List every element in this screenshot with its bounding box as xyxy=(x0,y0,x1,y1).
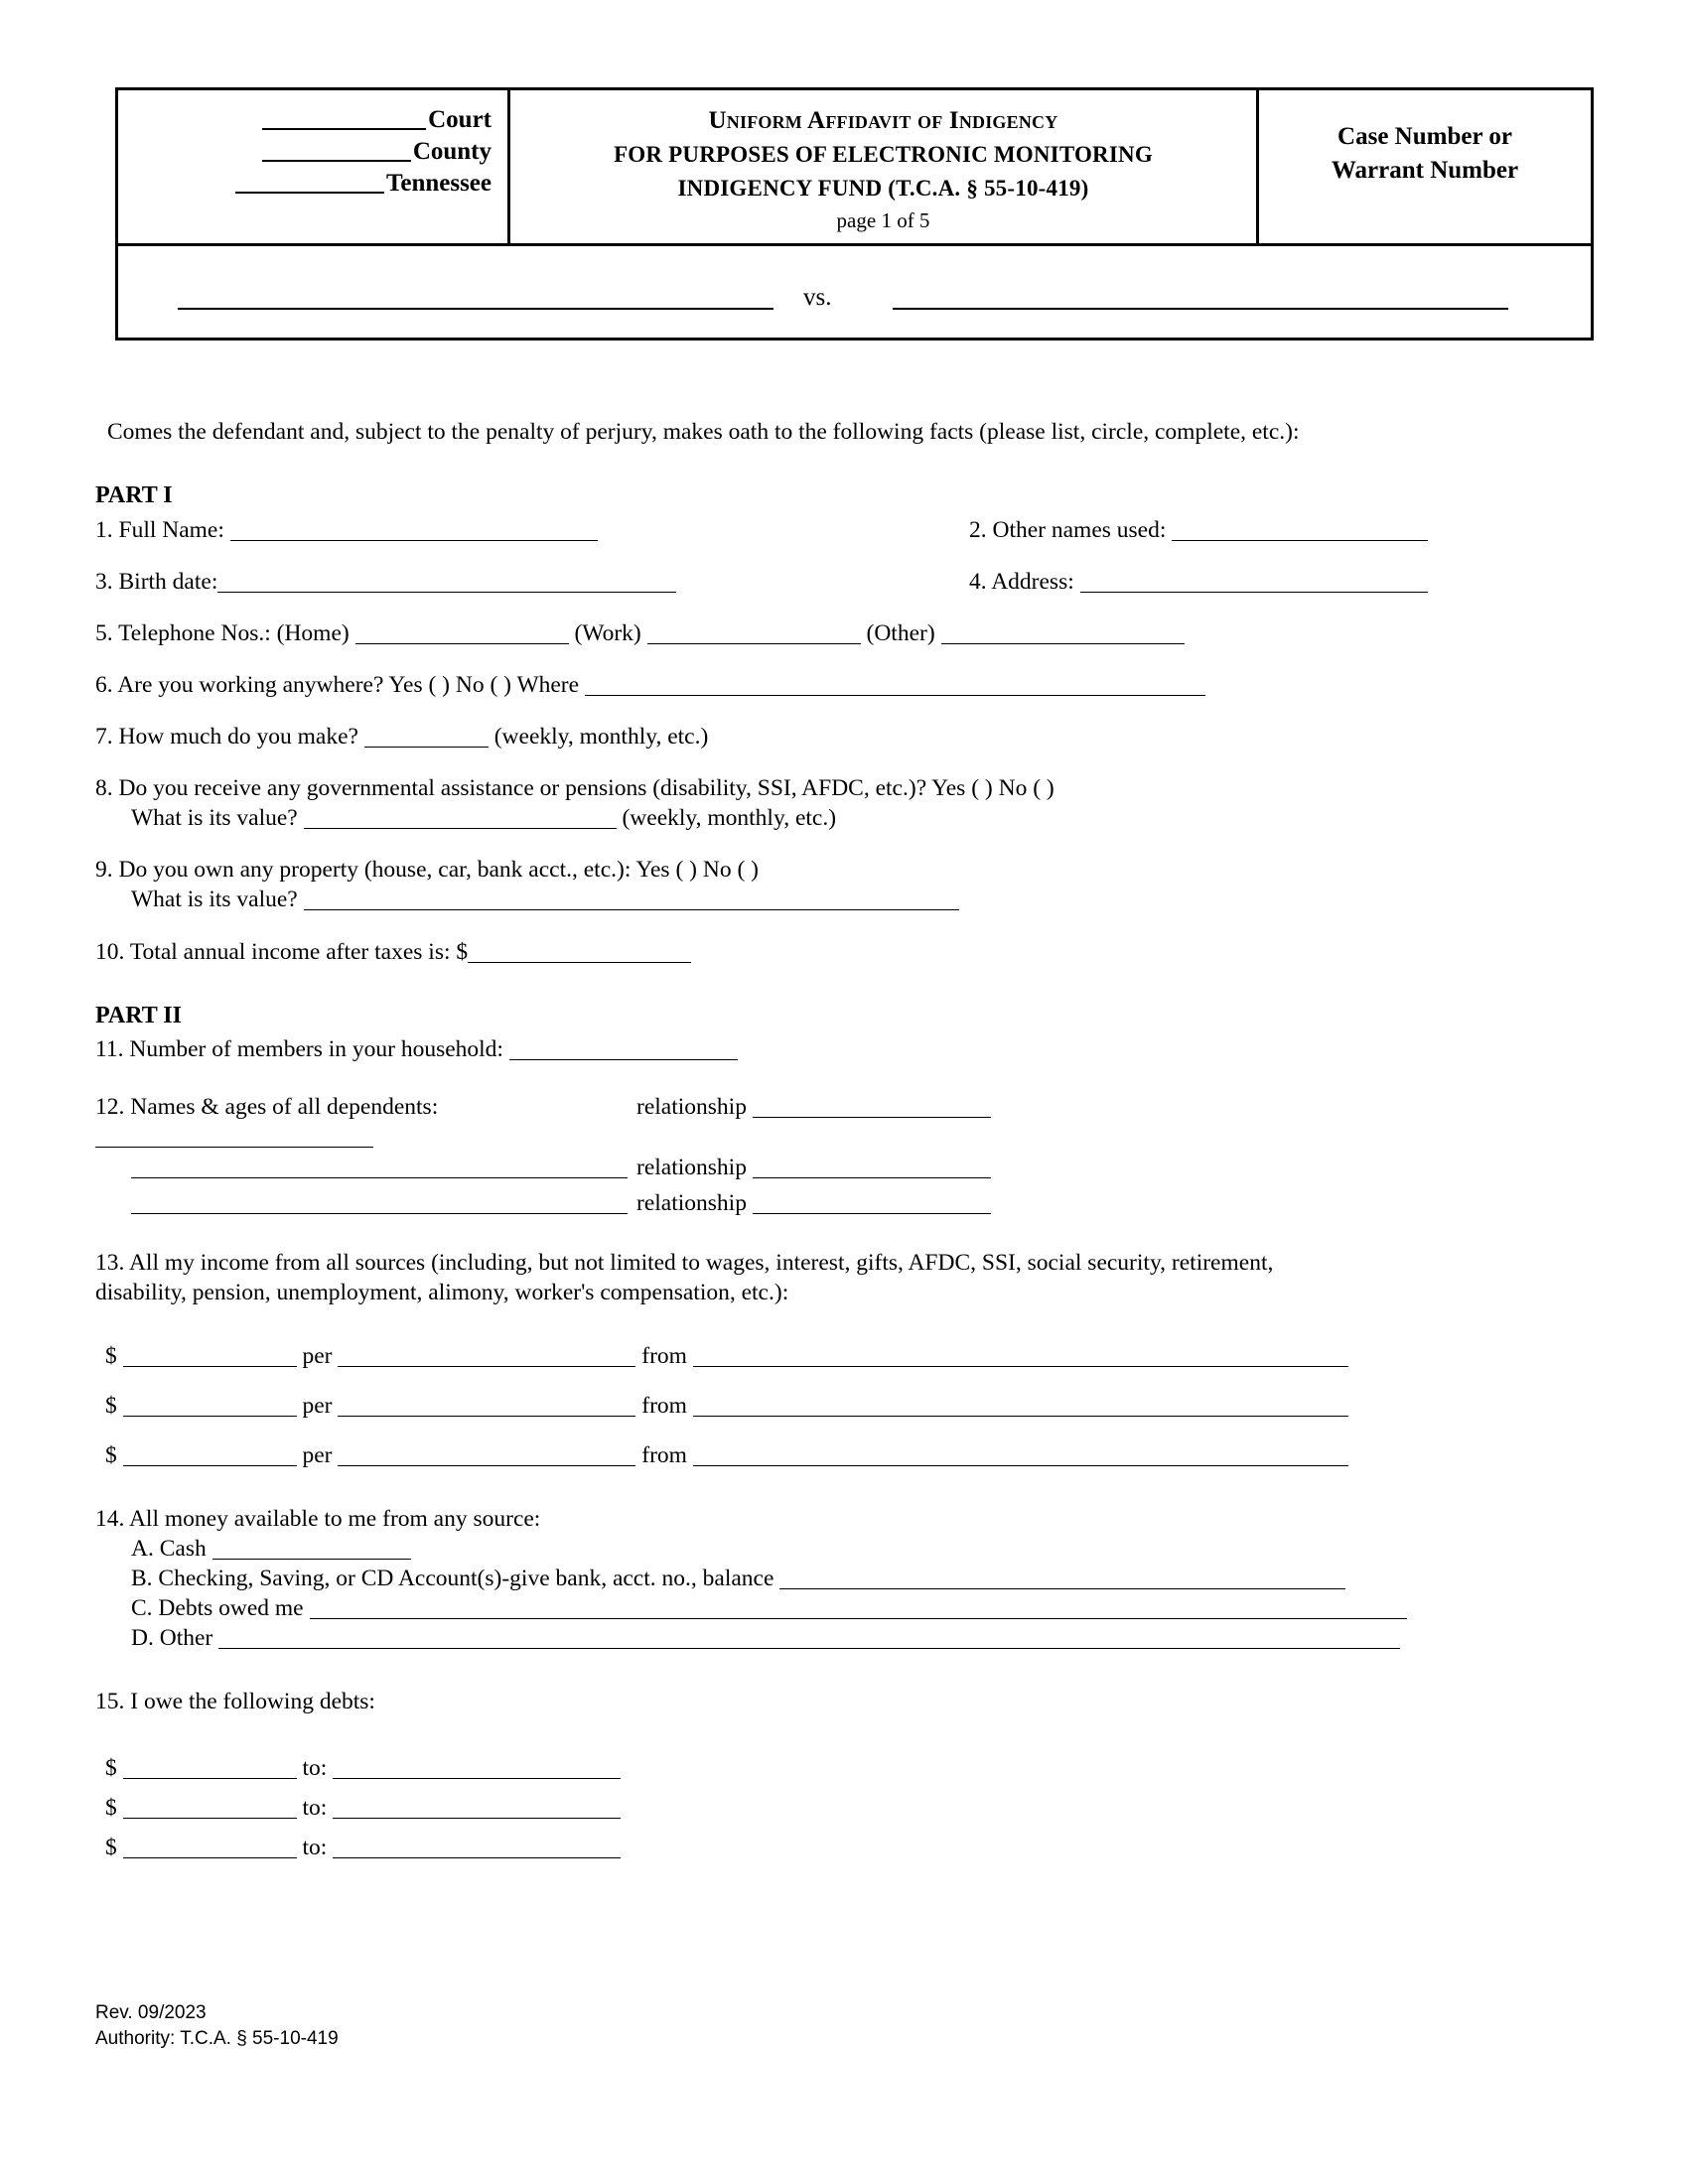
income-source-field-1[interactable] xyxy=(693,1347,1348,1367)
debt-dollar-label-3: $ xyxy=(105,1834,117,1860)
debt-creditor-field-1[interactable] xyxy=(333,1759,621,1779)
county-label: County xyxy=(412,138,492,165)
vs-label: vs. xyxy=(803,284,832,311)
household-members-field[interactable] xyxy=(509,1040,738,1060)
question-14-c xyxy=(131,1593,1605,1623)
question-15 xyxy=(95,1687,1605,1716)
debt-row-2 xyxy=(105,1793,1605,1823)
relationship-field-2[interactable] xyxy=(753,1159,991,1178)
question-14c-label: C. Debts owed me xyxy=(131,1595,304,1622)
question-12-third-row xyxy=(95,1188,1605,1218)
debts-owed-me-field[interactable] xyxy=(310,1599,1407,1619)
earnings-amount-field[interactable] xyxy=(364,728,489,748)
county-blank-field[interactable] xyxy=(262,140,411,162)
question-6 xyxy=(95,670,1605,700)
state-blank-field[interactable] xyxy=(235,172,384,194)
question-8-value xyxy=(131,803,1605,833)
question-15-label: 15. I owe the following debts: xyxy=(95,1689,375,1715)
question-14b-label: B. Checking, Saving, or CD Account(s)-give bank, acct. no., balance xyxy=(131,1566,774,1592)
debt-dollar-label-2: $ xyxy=(105,1794,117,1821)
other-money-field[interactable] xyxy=(218,1629,1400,1649)
authority-text: Authority: T.C.A. § 55-10-419 xyxy=(95,2028,339,2049)
form-body xyxy=(95,417,1605,1872)
income-amount-field-1[interactable] xyxy=(123,1347,297,1367)
question-12-label-wrap xyxy=(95,1092,636,1152)
income-from-label-1: from xyxy=(641,1342,687,1369)
question-14d-label: D. Other xyxy=(131,1625,213,1652)
debt-dollar-label-1: $ xyxy=(105,1754,117,1781)
question-14 xyxy=(95,1504,1605,1653)
question-12-label: 12. Names & ages of all dependents: xyxy=(95,1094,439,1121)
state-label: Tennessee xyxy=(385,170,492,197)
relationship-1 xyxy=(636,1092,991,1152)
dependent-name-field-2[interactable] xyxy=(131,1159,628,1178)
question-10 xyxy=(95,937,1605,967)
question-8-frequency-hint: (weekly, monthly, etc.) xyxy=(622,805,837,832)
question-7-label: 7. How much do you make? xyxy=(95,724,358,751)
case-number-label-line-1: Case Number or xyxy=(1337,123,1512,150)
income-source-field-2[interactable] xyxy=(693,1397,1348,1417)
question-8 xyxy=(95,773,1605,833)
relationship-field-3[interactable] xyxy=(753,1194,991,1214)
relationship-field-1[interactable] xyxy=(753,1098,991,1118)
question-6-label: 6. Are you working anywhere? Yes ( ) No ( ) Where xyxy=(95,672,580,699)
question-14a-label: A. Cash xyxy=(131,1536,207,1563)
question-5-label: 5. Telephone Nos.: (Home) xyxy=(95,619,350,646)
question-4 xyxy=(969,567,1605,597)
question-4-label: 4. Address: xyxy=(969,568,1074,595)
parties-row xyxy=(118,246,1591,338)
birth-date-field[interactable] xyxy=(217,573,676,593)
income-dollar-label-2: $ xyxy=(105,1392,117,1419)
question-2-label: 2. Other names used: xyxy=(969,516,1167,543)
cash-amount-field[interactable] xyxy=(212,1540,411,1560)
question-2 xyxy=(969,515,1605,545)
question-13-label-line-2: disability, pension, unemployment, alimony, worker's compensation, etc.): xyxy=(95,1279,789,1305)
income-from-label-2: from xyxy=(641,1392,687,1419)
debt-amount-field-2[interactable] xyxy=(123,1799,297,1819)
debt-amount-field-1[interactable] xyxy=(123,1759,297,1779)
revision-text: Rev. 09/2023 xyxy=(95,2002,207,2023)
question-5 xyxy=(95,618,1605,648)
question-3 xyxy=(95,567,969,597)
plaintiff-field[interactable] xyxy=(178,308,774,310)
income-row-2 xyxy=(105,1391,1605,1421)
dependent-name-field-1[interactable] xyxy=(95,1128,373,1148)
question-12-first-row xyxy=(95,1092,1605,1152)
relationship-3 xyxy=(636,1188,991,1218)
relationship-2 xyxy=(636,1153,991,1182)
document-title-cell xyxy=(510,90,1259,243)
court-blank-field[interactable] xyxy=(262,108,426,130)
question-12 xyxy=(95,1092,1605,1217)
question-7 xyxy=(95,722,1605,751)
question-14-a xyxy=(131,1534,1605,1564)
relationship-label-3: relationship xyxy=(636,1189,747,1216)
court-identification-cell xyxy=(118,90,510,243)
dependent-name-field-3[interactable] xyxy=(131,1194,628,1214)
part-1-heading: PART I xyxy=(95,482,173,509)
header-table xyxy=(115,87,1594,341)
dependent-name-wrap-3 xyxy=(95,1188,636,1218)
address-field[interactable] xyxy=(1080,573,1428,593)
assistance-value-field[interactable] xyxy=(304,809,617,829)
document-title-line-3: INDIGENCY FUND (T.C.A. § 55-10-419) xyxy=(677,176,1089,201)
income-row-3 xyxy=(105,1440,1605,1470)
debt-to-label-1: to: xyxy=(302,1754,328,1781)
phone-home-field[interactable] xyxy=(355,624,569,644)
debt-creditor-field-3[interactable] xyxy=(333,1839,621,1858)
income-from-label-3: from xyxy=(641,1442,687,1468)
income-per-label-2: per xyxy=(302,1392,333,1419)
relationship-label-2: relationship xyxy=(636,1154,747,1180)
phone-other-field[interactable] xyxy=(941,624,1185,644)
case-number-cell xyxy=(1259,90,1591,243)
question-11 xyxy=(95,1034,1605,1064)
court-label: Court xyxy=(428,106,492,133)
question-8-label: 8. Do you receive any governmental assistance or pensions (disability, SSI, AFDC, etc.)? Yes ( ) No ( ) xyxy=(95,775,1055,802)
property-value-field[interactable] xyxy=(304,890,959,910)
question-1-2-row xyxy=(95,515,1605,545)
document-title-line-2: FOR PURPOSES OF ELECTRONIC MONITORING xyxy=(614,142,1153,167)
defendant-field[interactable] xyxy=(893,308,1508,310)
question-13 xyxy=(95,1248,1605,1307)
question-11-label: 11. Number of members in your household: xyxy=(95,1036,503,1063)
court-line-county xyxy=(134,136,492,168)
relationship-label-1: relationship xyxy=(636,1094,747,1121)
income-dollar-label-3: $ xyxy=(105,1442,117,1468)
income-dollar-label-1: $ xyxy=(105,1342,117,1369)
annual-income-field[interactable] xyxy=(468,943,691,963)
question-5-other-label: (Other) xyxy=(866,619,935,646)
income-period-field-2[interactable] xyxy=(338,1397,635,1417)
question-9-label: 9. Do you own any property (house, car, bank acct., etc.): Yes ( ) No ( ) xyxy=(95,857,759,884)
question-1-label: 1. Full Name: xyxy=(95,516,224,543)
question-3-4-row xyxy=(95,567,1605,597)
question-8-value-label: What is its value? xyxy=(131,805,298,832)
other-names-field[interactable] xyxy=(1172,521,1428,541)
phone-work-field[interactable] xyxy=(647,624,861,644)
question-14-d xyxy=(131,1623,1605,1653)
dependent-name-wrap-2 xyxy=(95,1153,636,1182)
intro-paragraph: Comes the defendant and, subject to the penalty of perjury, makes oath to the following facts (please list, circle, complete, etc.): xyxy=(107,419,1300,445)
question-3-label: 3. Birth date: xyxy=(95,568,218,595)
question-5-work-label: (Work) xyxy=(574,619,641,646)
case-number-label-line-2: Warrant Number xyxy=(1331,157,1519,184)
question-14-b xyxy=(131,1564,1605,1593)
question-7-frequency-hint: (weekly, monthly, etc.) xyxy=(493,724,709,751)
court-line-court xyxy=(134,104,492,136)
bank-accounts-field[interactable] xyxy=(779,1570,1345,1589)
debt-to-label-2: to: xyxy=(302,1794,328,1821)
question-9-value xyxy=(131,885,1605,914)
working-where-field[interactable] xyxy=(585,676,1205,696)
income-row-1 xyxy=(105,1341,1605,1371)
income-per-label-3: per xyxy=(302,1442,333,1468)
question-1 xyxy=(95,515,969,545)
question-9 xyxy=(95,855,1605,914)
question-9-value-label: What is its value? xyxy=(131,887,298,913)
header-top-row xyxy=(118,90,1591,246)
question-10-label: 10. Total annual income after taxes is: $ xyxy=(95,938,469,965)
full-name-field[interactable] xyxy=(230,521,598,541)
debt-creditor-field-2[interactable] xyxy=(333,1799,621,1819)
income-period-field-3[interactable] xyxy=(338,1446,635,1466)
income-amount-field-3[interactable] xyxy=(123,1446,297,1466)
page-footer xyxy=(95,2000,339,2052)
debt-row-1 xyxy=(105,1753,1605,1783)
income-period-field-1[interactable] xyxy=(338,1347,635,1367)
part-2-heading: PART II xyxy=(95,1002,182,1028)
debt-to-label-3: to: xyxy=(302,1834,328,1860)
question-12-second-row xyxy=(95,1153,1605,1182)
income-amount-field-2[interactable] xyxy=(123,1397,297,1417)
question-13-label-line-1: 13. All my income from all sources (including, but not limited to wages, interest, gifts, AFDC, SSI, social security, retirement, xyxy=(95,1249,1274,1276)
question-14-label: 14. All money available to me from any source: xyxy=(95,1506,541,1533)
income-per-label-1: per xyxy=(302,1342,333,1369)
court-line-state xyxy=(134,168,492,200)
page-indicator: page 1 of 5 xyxy=(836,208,930,232)
document-title-line-1: Uniform Affidavit of Indigency xyxy=(708,107,1058,134)
debt-amount-field-3[interactable] xyxy=(123,1839,297,1858)
debt-row-3 xyxy=(105,1833,1605,1862)
income-source-field-3[interactable] xyxy=(693,1446,1348,1466)
